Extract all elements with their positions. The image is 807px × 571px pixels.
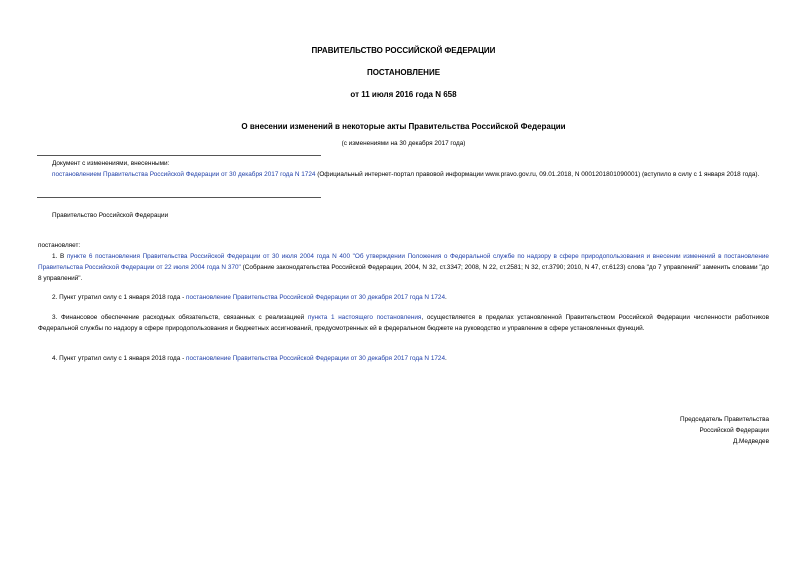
changes-intro: Документ с изменениями, внесенными: — [52, 160, 170, 167]
item-4-paragraph — [38, 353, 769, 364]
decree-word: постановляет: — [38, 242, 81, 249]
doc-type-heading: ПОСТАНОВЛЕНИЕ — [366, 68, 441, 77]
changes-top-divider — [37, 155, 321, 156]
date-number-heading: от 11 июля 2016 года N 658 — [350, 90, 457, 99]
signature-block — [680, 414, 769, 447]
item-4-suffix: . — [445, 355, 447, 362]
item-1-suffix: (Собрание законодательства Российской Федерации, 2004, N 32, ст.3347; 2008, N 22, ст.2581; N 32, ст.3790; 2010, N 47, ст.6123) слова "до 7 управлений" заменить словами "до 8 управлений". — [38, 264, 769, 282]
item-2-paragraph — [38, 292, 769, 303]
item-3-prefix: 3. Финансовое обеспечение расходных обязательств, связанных с реализацией — [52, 314, 308, 321]
changes-note-rest: (Официальный интернет-портал правовой информации www.pravo.gov.ru, 09.01.2018, N 0001201801090001) (вступило в силу с 1 января 2018 года). — [315, 171, 760, 178]
org-heading: ПРАВИТЕЛЬСТВО РОССИЙСКОЙ ФЕДЕРАЦИИ — [311, 46, 496, 55]
signature-country: Российской Федерации — [699, 427, 769, 434]
item-4-link[interactable]: постановление Правительства Российской Федерации от 30 декабря 2017 года N 1724 — [186, 355, 446, 362]
signature-position: Председатель Правительства — [680, 416, 769, 423]
changes-amendment-link[interactable]: постановлением Правительства Российской Федерации от 30 декабря 2017 года N 1724 — [52, 171, 316, 178]
signature-name: Д.Медведев — [732, 438, 769, 445]
item-2-link[interactable]: постановление Правительства Российской Федерации от 30 декабря 2017 года N 1724 — [186, 294, 446, 301]
item-1-prefix: 1. В — [52, 253, 67, 260]
item-3-link[interactable]: пункта 1 настоящего постановления — [307, 314, 422, 321]
item-1-paragraph — [38, 251, 769, 284]
issuer-text: Правительство Российской Федерации — [52, 212, 169, 219]
changes-note — [52, 169, 769, 180]
item-2-prefix: 2. Пункт утратил силу с 1 января 2018 года - — [52, 294, 186, 301]
item-2-suffix: . — [445, 294, 447, 301]
document-title: О внесении изменений в некоторые акты Правительства Российской Федерации — [241, 122, 566, 131]
item-3-suffix: , осуществляется в пределах установленной Правительством Российской Федерации численности работников Федеральной службы по надзору в сфере природопользования и бюджетных ассигнований, предусмотренных ей в федеральном бюджете на руководство и управление в сфере установленных функций. — [38, 314, 769, 332]
changes-bottom-divider — [37, 197, 321, 198]
revision-subtitle: (с изменениями на 30 декабря 2017 года) — [341, 140, 466, 147]
item-3-paragraph — [38, 312, 769, 334]
item-1-link[interactable]: пункте 6 постановления Правительства Российской Федерации от 30 июля 2004 года N 400 "Об утверждении Положения о Федеральной службе по надзору в сфере природопользования и внесении изменений в постановление Правительства Российской Федерации от 22 июля 2004 года N 370" — [38, 253, 769, 271]
item-4-prefix: 4. Пункт утратил силу с 1 января 2018 года - — [52, 355, 186, 362]
